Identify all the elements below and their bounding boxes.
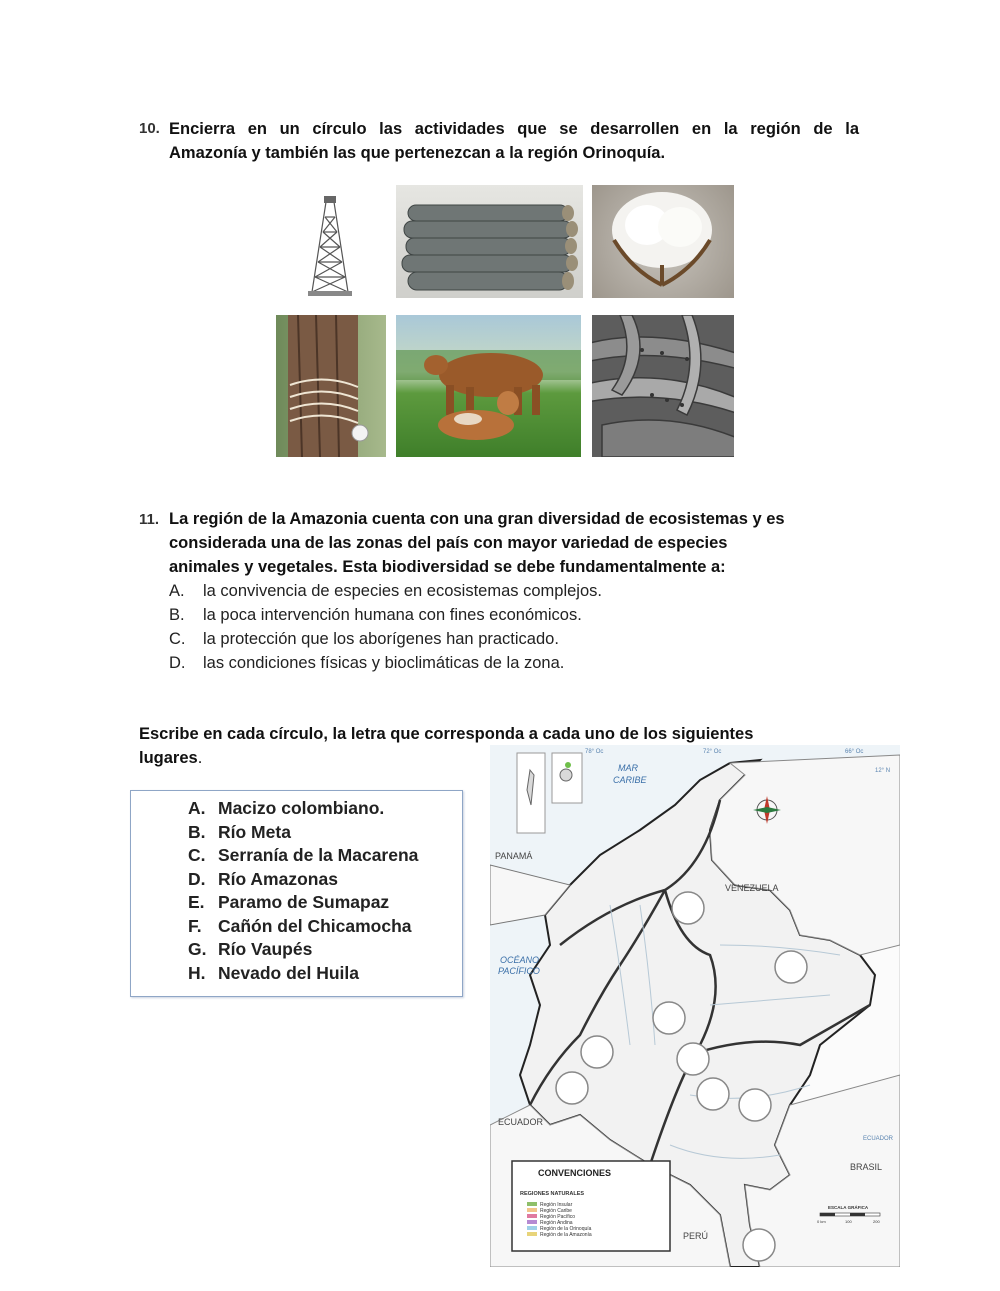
places-list-box [130,790,463,997]
map-label-caribe: CARIBE [613,775,647,785]
oil-derrick-image[interactable] [306,192,354,298]
question-10 [139,117,859,165]
legend-swatch [527,1220,537,1224]
scale-title: ESCALA GRÁFICA [828,1205,869,1210]
fish-image[interactable] [592,315,734,457]
legend-item-label: Región de la Orinoquía [540,1226,592,1232]
map-label-ecuador-line: ECUADOR [863,1136,894,1142]
list-item: G. Río Vaupés [188,939,313,959]
legend-item-label: Región Insular [540,1202,573,1208]
legend-swatch [527,1202,537,1206]
question-text-line: animales y vegetales. Esta biodiversidad se debe fundamentalmente a: [169,558,726,576]
map-label-oceano: OCÉANO [500,955,540,965]
list-item: D. Río Amazonas [188,868,338,889]
legend-swatch [527,1214,537,1218]
legend-title: CONVENCIONES [538,1168,612,1178]
map-label-panama: PANAMÁ [495,851,533,861]
list-item: F. Cañón del Chicamocha [188,915,412,936]
question-11 [139,507,869,675]
list-item: B. Río Meta [188,821,291,842]
map-label-lon-72: 72° Oc [703,749,722,755]
instruction-period: . [197,749,203,767]
legend-swatch [527,1226,537,1230]
colombia-map [490,745,900,1267]
legend-item-label: Región de la Amazonía [540,1232,592,1238]
legend-swatch [527,1232,537,1236]
scale-tick: 200 [873,1219,880,1224]
cattle-image[interactable] [396,315,581,457]
question-text-line: Amazonía y también las que pertenezcan a la región Orinoquía. [169,144,666,162]
map-label-peru: PERÚ [683,1231,709,1241]
option-a[interactable] [169,579,869,603]
option-text: la protección que los aborígenes han practicado. [203,630,559,648]
map-label-mar: MAR [618,763,638,773]
list-item: A. Macizo colombiano. [188,798,385,818]
question-number: 11. [139,511,160,528]
option-text: la poca intervención humana con fines económicos. [203,606,582,624]
map-label-venezuela: VENEZUELA [725,883,779,893]
legend-item-label: Región Andina [540,1220,573,1226]
question-text-line: considerada una de las zonas del país con mayor variedad de especies [169,534,728,552]
cotton-boll-image[interactable] [592,185,734,298]
scale-tick: 0 km [817,1219,826,1224]
legend-item-label: Región Caribe [540,1208,572,1214]
timber-logs-image[interactable] [396,185,583,298]
option-letter: C. [169,630,186,648]
map-label-lon-78: 78° Oc [585,749,604,755]
option-letter: A. [169,582,185,600]
map-label-lat-12: 12° N [875,768,891,774]
option-d[interactable] [169,651,869,675]
map-legend [512,1161,670,1251]
option-letter: D. [169,654,186,672]
legend-swatch [527,1208,537,1212]
list-item: C. Serranía de la Macarena [188,845,419,865]
option-text: las condiciones físicas y bioclimáticas de la zona. [203,654,565,672]
question-text-line: Encierra en un círculo las actividades que se desarrollen en la región de la [169,120,859,138]
legend-subtitle: REGIONES NATURALES [520,1191,585,1197]
instruction-line: lugares [139,749,198,767]
option-b[interactable] [169,603,869,627]
map-label-ecuador: ECUADOR [498,1117,544,1127]
map-label-lon-66: 66° Oc [845,749,864,755]
list-item: H. Nevado del Huila [188,962,360,983]
instruction-line: Escribe en cada círculo, la letra que corresponda a cada uno de los siguientes [139,725,754,743]
map-label-pacifico: PACÍFICO [498,966,540,976]
legend-item-label: Región Pacífico [540,1214,576,1220]
option-letter: B. [169,606,185,624]
question-number: 10. [139,120,160,137]
option-text: la convivencia de especies en ecosistemas complejos. [203,582,602,600]
question-text-line: La región de la Amazonia cuenta con una gran diversidad de ecosistemas y es [169,510,785,528]
list-item: E. Paramo de Sumapaz [188,892,390,912]
rubber-tree-image[interactable] [276,315,386,457]
option-c[interactable] [169,627,869,651]
map-label-brasil: BRASIL [850,1162,883,1172]
scale-tick: 100 [845,1219,852,1224]
